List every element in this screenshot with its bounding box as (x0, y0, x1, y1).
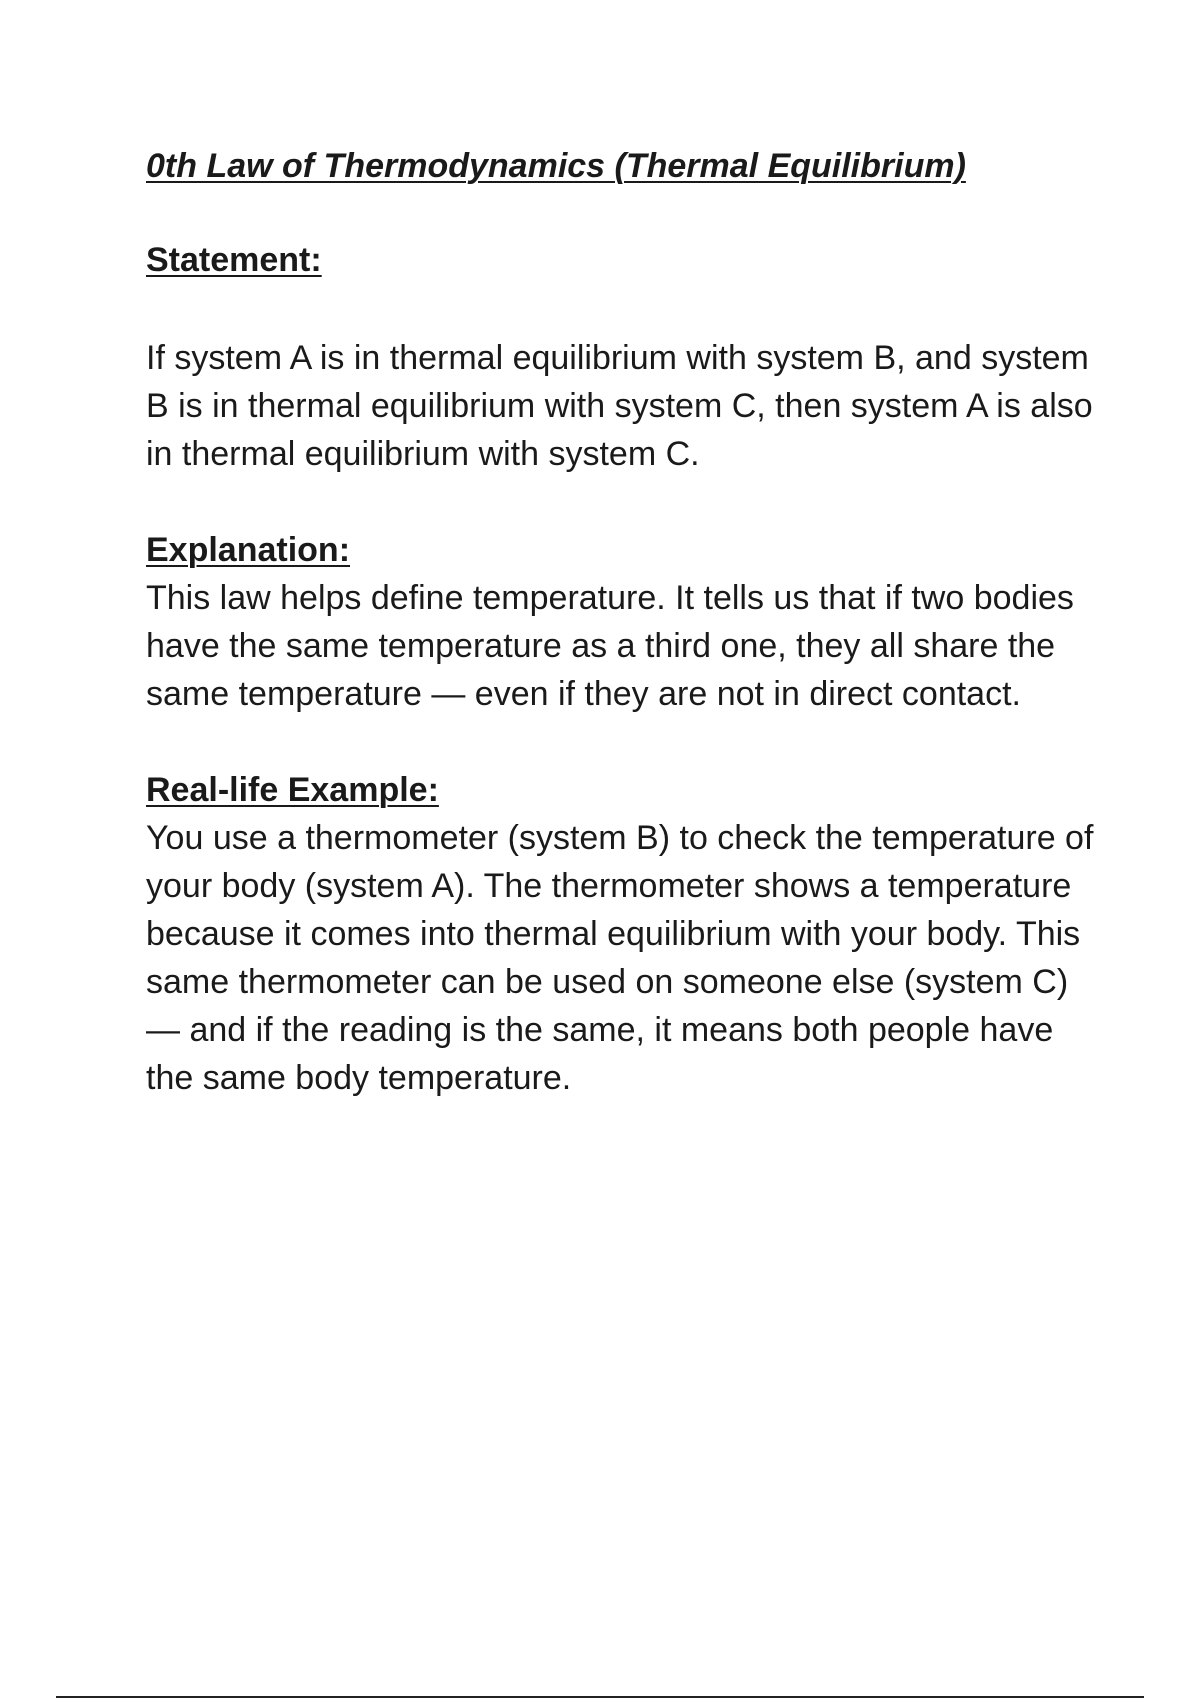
document-page (146, 140, 1106, 1102)
real-life-example-heading: Real-life Example: (146, 771, 439, 809)
document-title: 0th Law of Thermodynamics (Thermal Equilibrium) (146, 147, 966, 185)
section-statement (146, 236, 1106, 478)
explanation-heading: Explanation: (146, 531, 351, 569)
section-explanation (146, 526, 1106, 718)
section-real-life-example (146, 766, 1106, 1102)
statement-heading: Statement: (146, 241, 322, 279)
statement-text: If system A is in thermal equilibrium with system B, and system B is in thermal equilibrium with system C, then system A is also in thermal equilibrium with system C. (146, 339, 1093, 473)
explanation-text: This law helps define temperature. It tells us that if two bodies have the same temperature as a third one, they all share the same temperature — even if they are not in direct contact. (146, 579, 1074, 713)
footer-divider (56, 1696, 1144, 1698)
real-life-example-text: You use a thermometer (system B) to check the temperature of your body (system A). The thermometer shows a temperature because it comes into thermal equilibrium with your body. This same thermometer can be used on someone else (system C) — and if the reading is the same, it means both people have the same body temperature. (146, 819, 1094, 1097)
